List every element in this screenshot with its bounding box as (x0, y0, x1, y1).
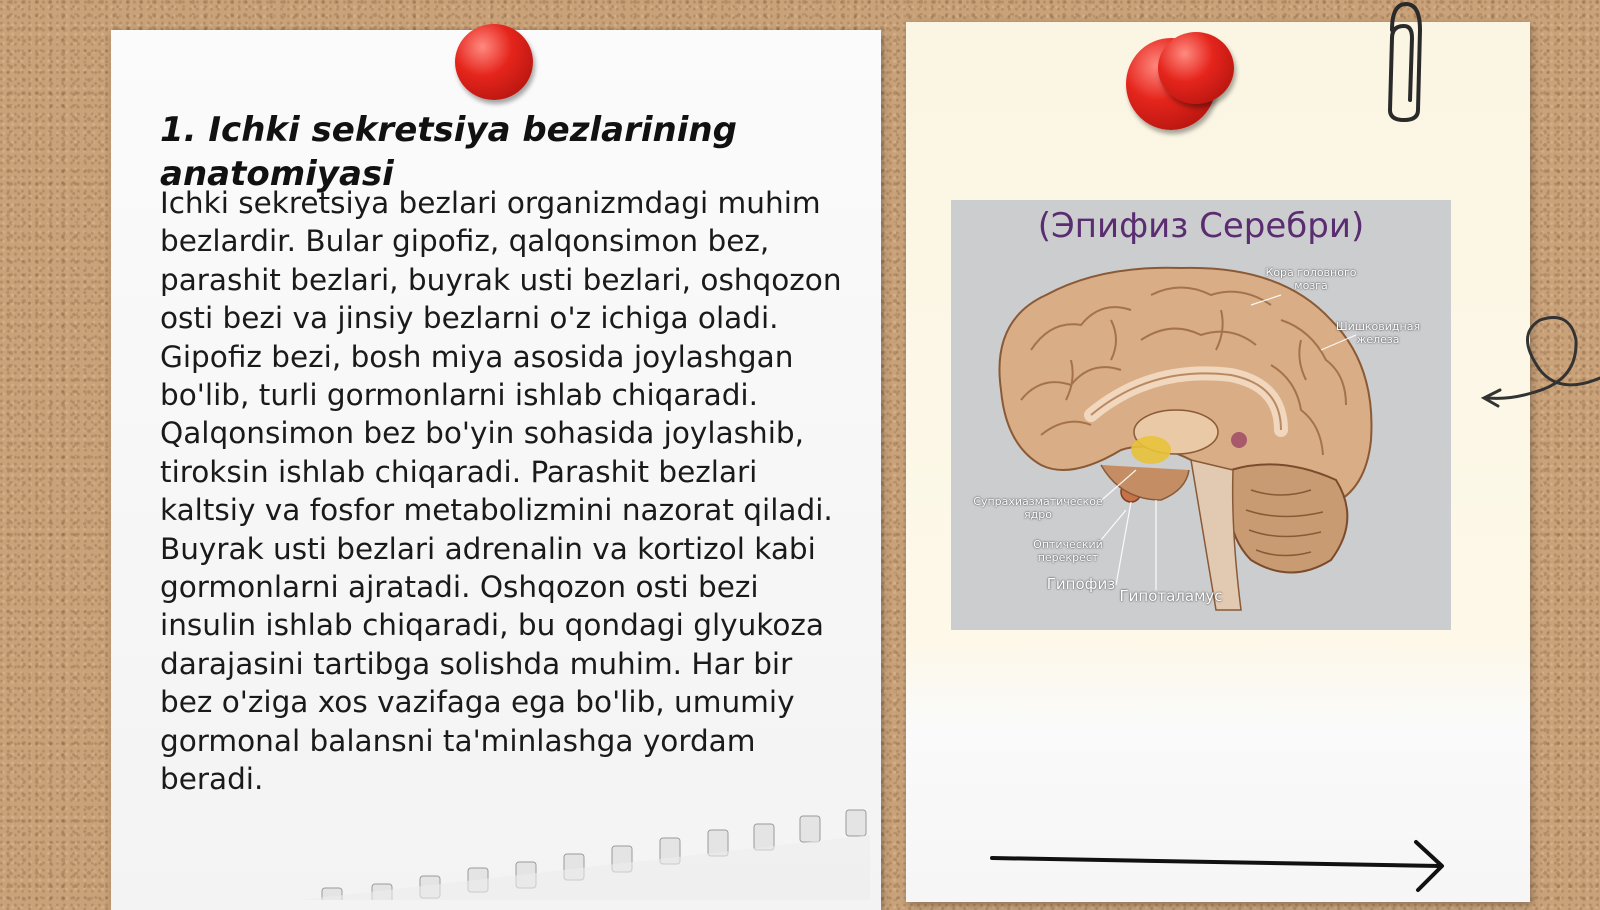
paperclip-icon (1390, 4, 1420, 120)
section-body-text: Ichki sekretsiya bezlari organizmdagi muhim bezlardir. Bular gipofiz, qalqonsimon bez, parashit bezlari, buyrak usti bezlari, oshqozon osti bezi va jinsiy bezlarni o'z ichiga oladi. Gipofiz bezi, bosh miya asosida joylashgan bo'lib, turli gormonlarni ishlab chiqaradi. Qalqonsimon bez bo'yin sohasida joylashib, tiroksin ishlab chiqaradi. Parashit bezlari kaltsiy va fosfor metabolizmini nazorat qiladi. Buyrak usti bezlari adrenalin va kortizol kabi gormonlarni ajratadi. Oshqozon osti bezi insulin ishlab chiqaradi, bu qondagi glyukoza darajasini tartibga solishda muhim. Har bir bez o'ziga xos vazifaga ega bo'lib, umumiy gormonal balansni ta'minlashga yordam beradi. (160, 186, 842, 797)
label-pineal-gland: Шишковидная железа (1335, 320, 1421, 346)
section-heading: 1. Ichki sekretsiya bezlarining anatomiyasi (160, 110, 737, 194)
brain-illustration (951, 200, 1451, 630)
label-cortex: Кора головного мозга (1265, 266, 1357, 292)
label-suprachiasmatic-nucleus: Супрахиазматическое ядро (973, 495, 1103, 521)
brain-diagram-title: (Эпифиз Серебри) (1037, 206, 1365, 246)
arrow-line-icon (992, 858, 1440, 866)
label-pituitary: Гипофиз (1046, 575, 1116, 593)
label-optic-chiasm: Оптический перекрест (1033, 538, 1103, 564)
curly-line-icon (1488, 318, 1600, 399)
brain-diagram (951, 200, 1451, 630)
label-hypothalamus: Гипоталамус (1119, 587, 1223, 605)
